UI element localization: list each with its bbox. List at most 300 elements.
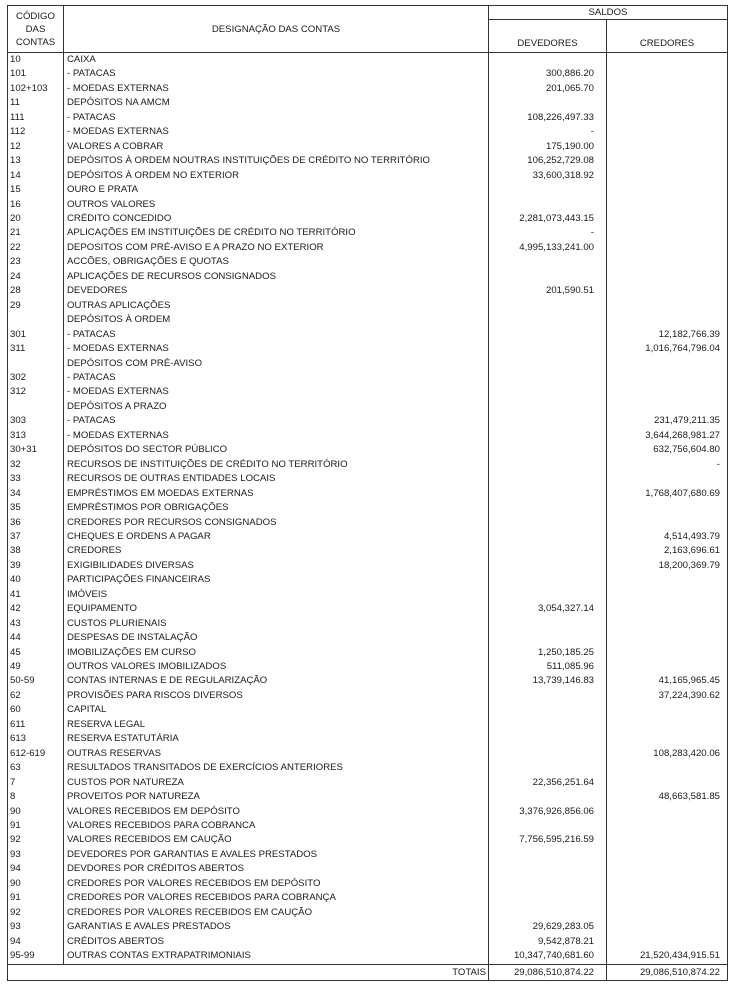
credores-value xyxy=(607,53,728,68)
account-code: 90 xyxy=(8,805,64,819)
devedores-value xyxy=(489,385,607,399)
table-row xyxy=(8,588,728,602)
account-designation: DEPOSITOS COM PRÉ-AVISO E A PRAZO NO EXTERIOR xyxy=(64,241,489,255)
table-header xyxy=(8,6,728,53)
devedores-value: 108,226,497.33 xyxy=(489,111,607,125)
account-code: 30+31 xyxy=(8,443,64,457)
account-designation: DEPÓSITOS À ORDEM NO EXTERIOR xyxy=(64,169,489,183)
table-row xyxy=(8,400,728,414)
devedores-value xyxy=(489,588,607,602)
table-row xyxy=(8,790,728,804)
devedores-value: - xyxy=(489,125,607,139)
credores-value xyxy=(607,299,728,313)
devedores-value xyxy=(489,198,607,212)
credores-value xyxy=(607,761,728,775)
account-code: 14 xyxy=(8,169,64,183)
account-code: 40 xyxy=(8,573,64,587)
devedores-value xyxy=(489,96,607,110)
devedores-value xyxy=(489,400,607,414)
account-designation: - PATACAS xyxy=(64,371,489,385)
credores-value: 12,182,766.39 xyxy=(607,328,728,342)
credores-value: 1,016,764,796.04 xyxy=(607,342,728,356)
account-designation: RESERVA ESTATUTÁRIA xyxy=(64,732,489,746)
credores-value xyxy=(607,906,728,920)
table-row xyxy=(8,443,728,457)
credores-value xyxy=(607,183,728,197)
account-code xyxy=(8,313,64,327)
account-code: 313 xyxy=(8,429,64,443)
account-code: 15 xyxy=(8,183,64,197)
account-code: 112 xyxy=(8,125,64,139)
table-row xyxy=(8,891,728,905)
account-designation: DEPÓSITOS NA AMCM xyxy=(64,96,489,110)
account-code: 93 xyxy=(8,920,64,934)
account-code: 44 xyxy=(8,631,64,645)
account-designation: RECURSOS DE OUTRAS ENTIDADES LOCAIS xyxy=(64,472,489,486)
account-code: 28 xyxy=(8,284,64,298)
credores-value xyxy=(607,67,728,81)
account-code: 16 xyxy=(8,198,64,212)
table-row xyxy=(8,313,728,327)
account-designation: PROVISÕES PARA RISCOS DIVERSOS xyxy=(64,689,489,703)
account-code: 62 xyxy=(8,689,64,703)
table-row xyxy=(8,299,728,313)
account-designation: OUTRAS RESERVAS xyxy=(64,747,489,761)
credores-value xyxy=(607,588,728,602)
account-code: 24 xyxy=(8,270,64,284)
account-code: 21 xyxy=(8,226,64,240)
account-designation: DEVEDORES xyxy=(64,284,489,298)
table-row xyxy=(8,862,728,876)
account-designation: - MOEDAS EXTERNAS xyxy=(64,429,489,443)
credores-value xyxy=(607,154,728,168)
credores-value: 2,163,696.61 xyxy=(607,544,728,558)
devedores-value xyxy=(489,472,607,486)
devedores-value xyxy=(489,299,607,313)
devedores-value xyxy=(489,689,607,703)
account-designation: CRÉDITO CONCEDIDO xyxy=(64,212,489,226)
credores-value xyxy=(607,400,728,414)
table-row xyxy=(8,602,728,616)
account-designation: IMÓVEIS xyxy=(64,588,489,602)
table-row xyxy=(8,198,728,212)
table-row xyxy=(8,385,728,399)
table-row xyxy=(8,328,728,342)
table-row xyxy=(8,718,728,732)
credores-value xyxy=(607,833,728,847)
account-designation: - MOEDAS EXTERNAS xyxy=(64,342,489,356)
account-designation: CONTAS INTERNAS E DE REGULARIZAÇÃO xyxy=(64,674,489,688)
devedores-value xyxy=(489,703,607,717)
table-row xyxy=(8,732,728,746)
devedores-value xyxy=(489,732,607,746)
account-code: 23 xyxy=(8,255,64,269)
devedores-value xyxy=(489,53,607,68)
account-code: 101 xyxy=(8,67,64,81)
devedores-value: 201,065.70 xyxy=(489,82,607,96)
table-row xyxy=(8,458,728,472)
header-account-code xyxy=(8,6,64,53)
account-code: 34 xyxy=(8,487,64,501)
account-code: 38 xyxy=(8,544,64,558)
devedores-value xyxy=(489,544,607,558)
table-row xyxy=(8,96,728,110)
credores-value xyxy=(607,125,728,139)
credores-value: 1,768,407,680.69 xyxy=(607,487,728,501)
credores-value: 37,224,390.62 xyxy=(607,689,728,703)
account-designation: OUTRAS CONTAS EXTRAPATRIMONIAIS xyxy=(64,949,489,964)
credores-value xyxy=(607,198,728,212)
account-code: 312 xyxy=(8,385,64,399)
credores-value xyxy=(607,169,728,183)
devedores-value xyxy=(489,819,607,833)
table-row xyxy=(8,357,728,371)
account-code: 45 xyxy=(8,646,64,660)
table-row xyxy=(8,111,728,125)
totals-credores: 29,086,510,874.22 xyxy=(607,964,728,980)
header-credores: CREDORES xyxy=(607,20,728,53)
credores-value xyxy=(607,631,728,645)
devedores-value xyxy=(489,761,607,775)
table-row xyxy=(8,660,728,674)
credores-value xyxy=(607,357,728,371)
devedores-value: 1,250,185.25 xyxy=(489,646,607,660)
credores-value xyxy=(607,862,728,876)
account-designation: CRÉDITOS ABERTOS xyxy=(64,935,489,949)
devedores-value: 22,356,251.64 xyxy=(489,776,607,790)
credores-value xyxy=(607,819,728,833)
account-code: 29 xyxy=(8,299,64,313)
account-designation: APLICAÇÕES DE RECURSOS CONSIGNADOS xyxy=(64,270,489,284)
table-row xyxy=(8,646,728,660)
credores-value xyxy=(607,313,728,327)
credores-value xyxy=(607,472,728,486)
devedores-value: 511,085.96 xyxy=(489,660,607,674)
credores-value xyxy=(607,140,728,154)
account-code: 91 xyxy=(8,891,64,905)
account-code: 111 xyxy=(8,111,64,125)
devedores-value xyxy=(489,848,607,862)
header-saldos: SALDOS xyxy=(489,6,728,20)
credores-value xyxy=(607,646,728,660)
table-row xyxy=(8,703,728,717)
credores-value xyxy=(607,732,728,746)
account-code: 311 xyxy=(8,342,64,356)
table-row xyxy=(8,82,728,96)
devedores-value: 4,995,133,241.00 xyxy=(489,241,607,255)
account-designation: CREDORES xyxy=(64,544,489,558)
account-designation: RECURSOS DE INSTITUIÇÕES DE CRÉDITO NO TERRITÓRIO xyxy=(64,458,489,472)
devedores-value: 175,190.00 xyxy=(489,140,607,154)
totals-label: TOTAIS xyxy=(64,964,489,980)
devedores-value xyxy=(489,501,607,515)
account-code: 36 xyxy=(8,516,64,530)
account-designation: EXIGIBILIDADES DIVERSAS xyxy=(64,559,489,573)
devedores-value xyxy=(489,516,607,530)
table-row xyxy=(8,631,728,645)
account-designation: DEVDORES POR CRÉDITOS ABERTOS xyxy=(64,862,489,876)
devedores-value xyxy=(489,790,607,804)
account-designation: CREDORES POR RECURSOS CONSIGNADOS xyxy=(64,516,489,530)
account-designation: RESULTADOS TRANSITADOS DE EXERCÍCIOS ANTERIORES xyxy=(64,761,489,775)
devedores-value xyxy=(489,631,607,645)
credores-value: 4,514,493.79 xyxy=(607,530,728,544)
account-designation: OUTROS VALORES IMOBILIZADOS xyxy=(64,660,489,674)
table-row xyxy=(8,935,728,949)
account-code: 94 xyxy=(8,862,64,876)
accounts-table xyxy=(7,5,728,981)
table-row xyxy=(8,848,728,862)
account-designation: DEPÓSITOS À ORDEM xyxy=(64,313,489,327)
account-designation: DEPÓSITOS COM PRÉ-AVISO xyxy=(64,357,489,371)
devedores-value xyxy=(489,906,607,920)
credores-value xyxy=(607,516,728,530)
credores-value xyxy=(607,573,728,587)
header-code-line-3: CONTAS xyxy=(15,36,56,48)
account-code: 612-619 xyxy=(8,747,64,761)
totals-blank-cell xyxy=(8,964,64,980)
table-row xyxy=(8,140,728,154)
account-code: 60 xyxy=(8,703,64,717)
account-designation: - PATACAS xyxy=(64,414,489,428)
account-designation: EMPRÉSTIMOS EM MOEDAS EXTERNAS xyxy=(64,487,489,501)
account-code: 91 xyxy=(8,819,64,833)
account-designation: DEPÓSITOS DO SECTOR PÚBLICO xyxy=(64,443,489,457)
account-code: 90 xyxy=(8,877,64,891)
account-code: 302 xyxy=(8,371,64,385)
totals-row xyxy=(8,964,728,980)
account-designation: VALORES RECEBIDOS EM CAUÇÃO xyxy=(64,833,489,847)
account-designation: PARTICIPAÇÕES FINANCEIRAS xyxy=(64,573,489,587)
table-row xyxy=(8,487,728,501)
account-designation: - PATACAS xyxy=(64,67,489,81)
account-designation: DEPÓSITOS À ORDEM NOUTRAS INSTITUIÇÕES DE CRÉDITO NO TERRITÓRIO xyxy=(64,154,489,168)
table-row xyxy=(8,819,728,833)
credores-value: 18,200,369.79 xyxy=(607,559,728,573)
account-designation: OUTROS VALORES xyxy=(64,198,489,212)
devedores-value: 201,590.51 xyxy=(489,284,607,298)
devedores-value: 33,600,318.92 xyxy=(489,169,607,183)
credores-value xyxy=(607,718,728,732)
account-code: 35 xyxy=(8,501,64,515)
table-row xyxy=(8,212,728,226)
account-designation: GARANTIAS E AVALES PRESTADOS xyxy=(64,920,489,934)
credores-value xyxy=(607,96,728,110)
devedores-value xyxy=(489,877,607,891)
devedores-value xyxy=(489,342,607,356)
devedores-value xyxy=(489,573,607,587)
account-code: 611 xyxy=(8,718,64,732)
table-row xyxy=(8,776,728,790)
devedores-value: - xyxy=(489,226,607,240)
account-designation: EMPRÉSTIMOS POR OBRIGAÇÕES xyxy=(64,501,489,515)
devedores-value xyxy=(489,718,607,732)
credores-value: 21,520,434,915.51 xyxy=(607,949,728,964)
credores-value: 632,756,604.80 xyxy=(607,443,728,457)
table-row xyxy=(8,544,728,558)
credores-value xyxy=(607,284,728,298)
devedores-value: 13,739,146.83 xyxy=(489,674,607,688)
table-row xyxy=(8,920,728,934)
header-designation: DESIGNAÇÃO DAS CONTAS xyxy=(64,6,489,53)
account-code: 49 xyxy=(8,660,64,674)
devedores-value xyxy=(489,891,607,905)
table-row xyxy=(8,414,728,428)
table-row xyxy=(8,805,728,819)
credores-value xyxy=(607,703,728,717)
table-row xyxy=(8,747,728,761)
account-code: 93 xyxy=(8,848,64,862)
credores-value xyxy=(607,255,728,269)
account-designation: CREDORES POR VALORES RECEBIDOS EM DEPÓSITO xyxy=(64,877,489,891)
account-designation: VALORES A COBRAR xyxy=(64,140,489,154)
account-designation: OUTRAS APLICAÇÕES xyxy=(64,299,489,313)
account-designation: - PATACAS xyxy=(64,111,489,125)
table-row xyxy=(8,573,728,587)
credores-value xyxy=(607,920,728,934)
credores-value: 48,663,581.85 xyxy=(607,790,728,804)
account-code: 11 xyxy=(8,96,64,110)
credores-value xyxy=(607,617,728,631)
account-code: 613 xyxy=(8,732,64,746)
table-row xyxy=(8,154,728,168)
table-row xyxy=(8,183,728,197)
devedores-value xyxy=(489,255,607,269)
devedores-value: 3,054,327.14 xyxy=(489,602,607,616)
devedores-value xyxy=(489,617,607,631)
account-code: 32 xyxy=(8,458,64,472)
account-designation: ACCÕES, OBRIGAÇÕES E QUOTAS xyxy=(64,255,489,269)
devedores-value xyxy=(489,357,607,371)
account-code: 63 xyxy=(8,761,64,775)
table-row xyxy=(8,125,728,139)
account-designation: DEPÓSITOS A PRAZO xyxy=(64,400,489,414)
table-row xyxy=(8,559,728,573)
account-code: 94 xyxy=(8,935,64,949)
table-row xyxy=(8,226,728,240)
credores-value xyxy=(607,111,728,125)
credores-value xyxy=(607,848,728,862)
account-code: 95-99 xyxy=(8,949,64,964)
table-row xyxy=(8,949,728,964)
account-code: 20 xyxy=(8,212,64,226)
account-designation: CHEQUES E ORDENS A PAGAR xyxy=(64,530,489,544)
account-code: 92 xyxy=(8,833,64,847)
credores-value xyxy=(607,270,728,284)
account-designation: CREDORES POR VALORES RECEBIDOS EM CAUÇÃO xyxy=(64,906,489,920)
account-code: 50-59 xyxy=(8,674,64,688)
devedores-value: 29,629,283.05 xyxy=(489,920,607,934)
devedores-value xyxy=(489,183,607,197)
devedores-value xyxy=(489,530,607,544)
account-code: 7 xyxy=(8,776,64,790)
devedores-value xyxy=(489,429,607,443)
devedores-value xyxy=(489,414,607,428)
devedores-value xyxy=(489,313,607,327)
devedores-value: 10,347,740,681.60 xyxy=(489,949,607,964)
credores-value xyxy=(607,776,728,790)
account-designation: - MOEDAS EXTERNAS xyxy=(64,125,489,139)
account-code: 42 xyxy=(8,602,64,616)
table-row xyxy=(8,429,728,443)
account-designation: OURO E PRATA xyxy=(64,183,489,197)
devedores-value: 106,252,729.08 xyxy=(489,154,607,168)
table-row xyxy=(8,516,728,530)
account-designation: DESPESAS DE INSTALAÇÃO xyxy=(64,631,489,645)
devedores-value xyxy=(489,443,607,457)
table-row xyxy=(8,761,728,775)
table-row xyxy=(8,67,728,81)
account-designation: CREDORES POR VALORES RECEBIDOS PARA COBRANÇA xyxy=(64,891,489,905)
table-row xyxy=(8,371,728,385)
devedores-value: 3,376,926,856.06 xyxy=(489,805,607,819)
credores-value xyxy=(607,935,728,949)
credores-value: 3,644,268,981.27 xyxy=(607,429,728,443)
credores-value xyxy=(607,805,728,819)
header-code-line-2: DAS xyxy=(25,23,46,35)
devedores-value: 300,886.20 xyxy=(489,67,607,81)
table-row xyxy=(8,833,728,847)
table-row xyxy=(8,617,728,631)
account-designation: PROVEITOS POR NATUREZA xyxy=(64,790,489,804)
table-body xyxy=(8,53,728,965)
devedores-value xyxy=(489,747,607,761)
table-row xyxy=(8,689,728,703)
account-code: 12 xyxy=(8,140,64,154)
table-row xyxy=(8,169,728,183)
table-row xyxy=(8,270,728,284)
account-designation: CAPITAL xyxy=(64,703,489,717)
credores-value xyxy=(607,602,728,616)
devedores-value xyxy=(489,270,607,284)
credores-value xyxy=(607,660,728,674)
account-designation: - MOEDAS EXTERNAS xyxy=(64,82,489,96)
credores-value xyxy=(607,371,728,385)
credores-value xyxy=(607,82,728,96)
devedores-value xyxy=(489,487,607,501)
account-code: 43 xyxy=(8,617,64,631)
account-code: 37 xyxy=(8,530,64,544)
credores-value xyxy=(607,501,728,515)
account-code: 102+103 xyxy=(8,82,64,96)
credores-value: 108,283,420.06 xyxy=(607,747,728,761)
account-designation: VALORES RECEBIDOS EM DEPÓSITO xyxy=(64,805,489,819)
account-code: 41 xyxy=(8,588,64,602)
credores-value xyxy=(607,877,728,891)
account-code: 303 xyxy=(8,414,64,428)
devedores-value: 2,281,073,443.15 xyxy=(489,212,607,226)
credores-value: 231,479,211.35 xyxy=(607,414,728,428)
devedores-value xyxy=(489,328,607,342)
devedores-value xyxy=(489,458,607,472)
account-designation: DEVEDORES POR GARANTIAS E AVALES PRESTADOS xyxy=(64,848,489,862)
account-code: 33 xyxy=(8,472,64,486)
account-designation: CUSTOS PLURIENAIS xyxy=(64,617,489,631)
table-row xyxy=(8,877,728,891)
header-code-line-1: CÓDIGO xyxy=(16,10,55,22)
devedores-value xyxy=(489,371,607,385)
account-code: 22 xyxy=(8,241,64,255)
table-footer xyxy=(8,964,728,980)
table-row xyxy=(8,674,728,688)
table-row xyxy=(8,501,728,515)
table-row xyxy=(8,241,728,255)
account-designation: IMOBILIZAÇÕES EM CURSO xyxy=(64,646,489,660)
account-code: 10 xyxy=(8,53,64,68)
table-row xyxy=(8,472,728,486)
account-designation: RESERVA LEGAL xyxy=(64,718,489,732)
balance-sheet xyxy=(7,5,727,981)
